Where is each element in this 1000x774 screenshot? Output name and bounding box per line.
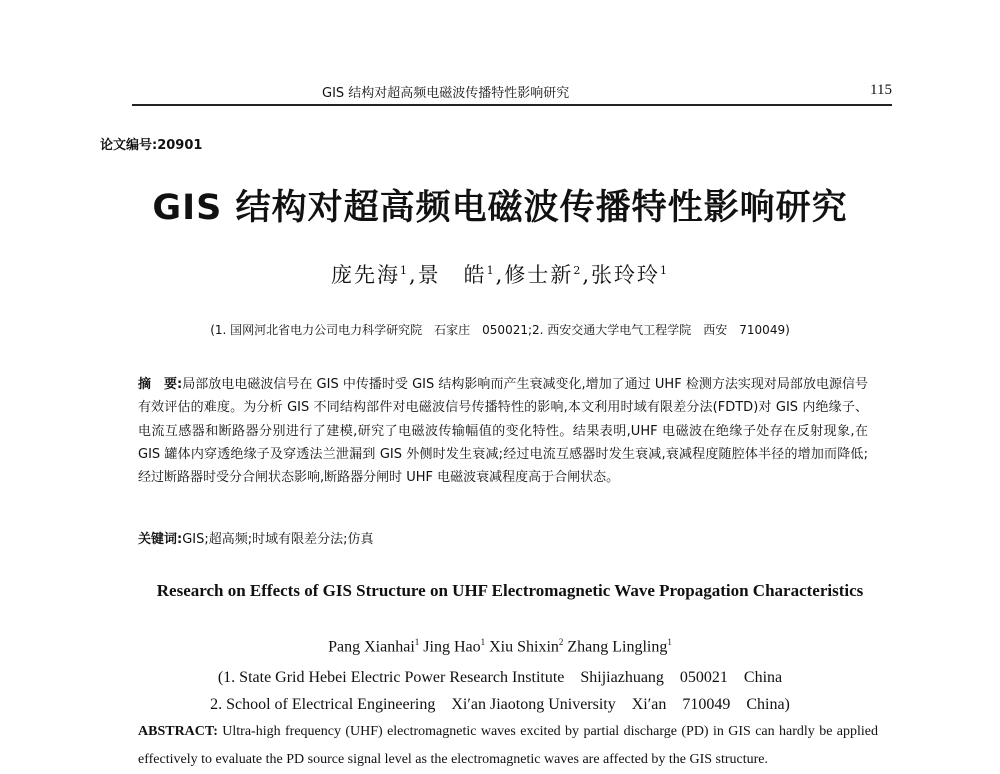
authors-english: [0, 637, 1000, 656]
title-chinese: GIS 结构对超高频电磁波传播特性影响研究: [152, 188, 848, 228]
abstract-en-label: ABSTRACT:: [138, 724, 218, 739]
author-en: Jing Hao: [423, 638, 481, 656]
header-rule: [132, 104, 892, 106]
title-english: Research on Effects of GIS Structure on UHF Electromagnetic Wave Propagation Characteristics: [156, 581, 864, 600]
abstract-en-text: Ultra-high frequency (UHF) electromagnetic waves excited by partial discharge (PD) in GIS can hardly be applied effectively to evaluate the PD source signal level as the electromagnetic waves are affected by the GIS structure.: [138, 724, 879, 767]
author-affil-mark: 1: [399, 264, 409, 277]
keywords-label: 关键词:: [138, 532, 183, 547]
abstract-label: 摘 要:: [138, 377, 183, 392]
author-en: Zhang Lingling: [567, 638, 668, 656]
keywords-text: GIS;超高频;时域有限差分法;仿真: [182, 532, 374, 547]
running-head-title: GIS 结构对超高频电磁波传播特性影响研究: [322, 86, 570, 101]
abstract-text: 局部放电电磁波信号在 GIS 中传播时受 GIS 结构影响而产生衰减变化,增加了通过 UHF 检测方法实现对局部放电源信号有效评估的难度。为分析 GIS 不同结构部件对电磁波信号传播特性的影响,本文利用时域有限差分法(FDTD)对 GIS 内绝缘子、电流互感器和断路器分别进行了建模,研究了电磁波传输幅值的变化特性。结果表明,UHF 电磁波在绝缘子处存在反射现象,在 GIS 罐体内穿透绝缘子及穿透法兰泄漏到 GIS 外侧时发生衰减;经过电流互感器时发生衰减,衰减程度随腔体半径的增加而降低;经过断路器时受分合闸状态影响,断路器分闸时 UHF 电磁波衰减程度高于合闸状态。: [138, 377, 869, 486]
affiliation-chinese: (1. 国网河北省电力公司电力科学研究院 石家庄 050021;2. 西安交通大学电气工程学院 西安 710049): [210, 323, 790, 337]
author-affil-mark: 1: [480, 637, 486, 647]
author-affil-mark: 1: [660, 264, 670, 277]
author-affil-mark: 1: [486, 264, 496, 277]
abstract-chinese: [138, 373, 868, 489]
author-en: Xiu Shixin: [489, 638, 559, 656]
author-cn: 景 皓: [417, 263, 487, 287]
author-cn: 张玲玲: [591, 263, 661, 287]
paper-number: 论文编号:20901: [100, 138, 203, 153]
author-affil-mark: 1: [414, 637, 420, 647]
author-affil-mark: 2: [558, 637, 564, 647]
keywords-chinese: [138, 528, 868, 547]
affiliation-english-1: (1. State Grid Hebei Electric Power Research Institute Shijiazhuang 050021 China: [217, 669, 783, 686]
running-head: [132, 80, 892, 104]
authors-chinese: 庞先海$^1$,景 皓$^1$,修士新$^2$,张玲玲$^1$: [330, 263, 670, 287]
author-cn: 庞先海: [330, 263, 400, 287]
abstract-english: [138, 718, 878, 774]
author-cn: 修士新: [504, 263, 574, 287]
author-affil-mark: 2: [573, 264, 583, 277]
author-en: Pang Xianhai: [328, 638, 415, 656]
affiliation-english-2: 2. School of Electrical Engineering Xi′an Jiaotong University Xi′an 710049 China): [210, 696, 790, 713]
author-affil-mark: 1: [667, 637, 672, 647]
page-number: 115: [870, 82, 892, 98]
